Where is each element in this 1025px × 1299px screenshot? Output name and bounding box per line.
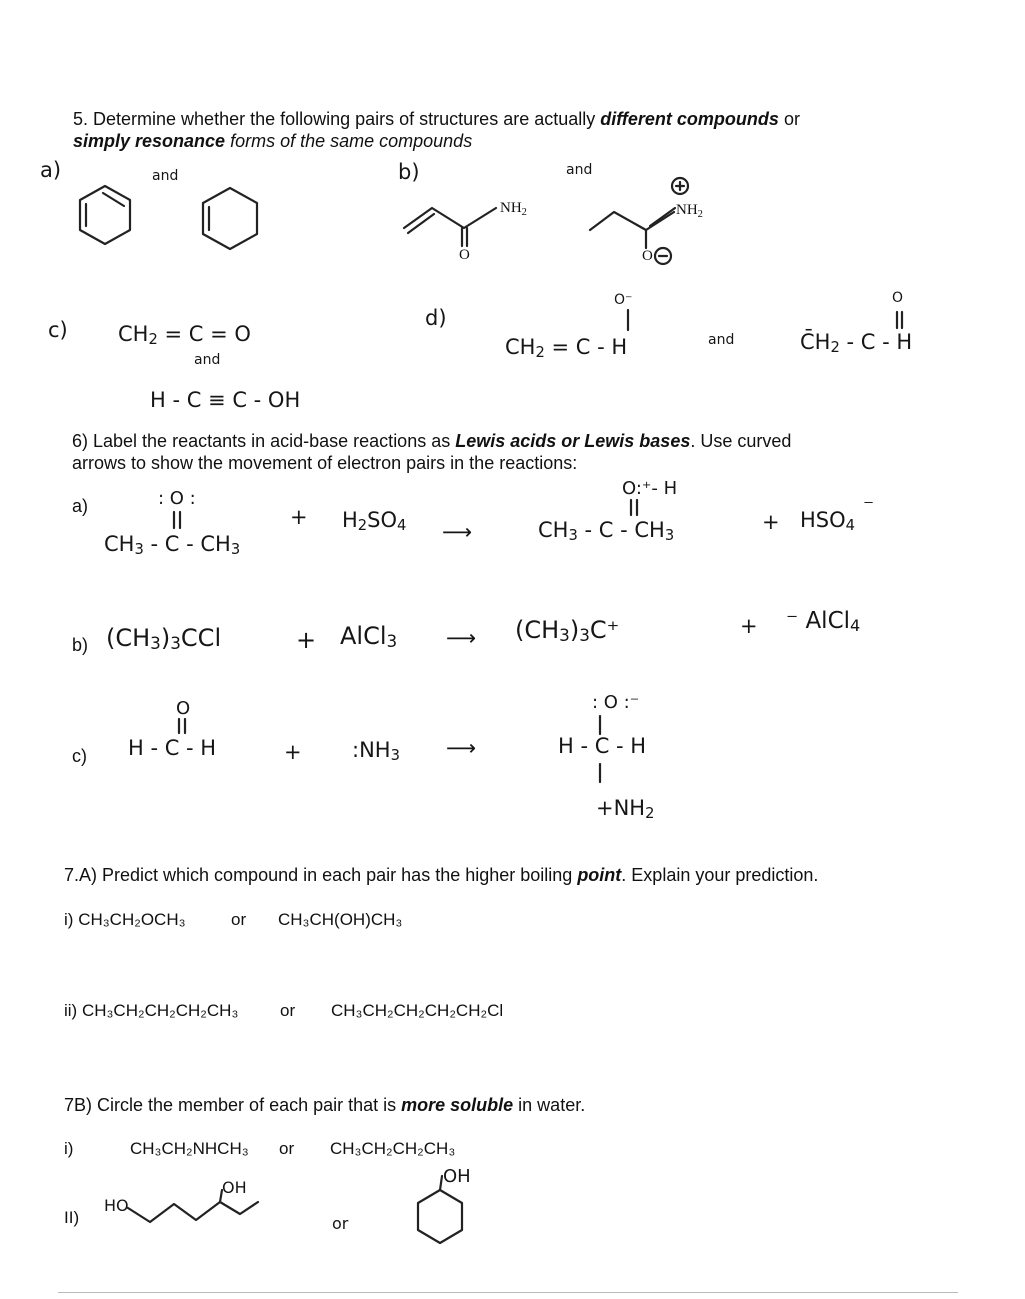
q6-a-arrow: ⟶ — [442, 520, 473, 544]
q6-b-arrow: ⟶ — [446, 626, 477, 650]
q7b-ii-diol-chain — [128, 1190, 258, 1222]
q7a-i-compound1: CH₃CH₂OCH₃ — [78, 910, 186, 929]
q7a-ii-compound1: CH₃CH₂CH₂CH₂CH₃ — [81, 1001, 239, 1020]
q5-b-o-left: O — [459, 247, 470, 263]
q7b-title-emphasis: more soluble — [401, 1095, 514, 1115]
q5-b-left-structure — [404, 208, 496, 246]
q7b-ii-oh2: OH — [443, 1166, 471, 1187]
q6-c-reactant2: $:NH_3$ — [352, 738, 400, 764]
q7a-ii-compound2: CH₃CH₂CH₂CH₂CH₂Cl — [331, 1001, 504, 1020]
q6-c-label: c) — [72, 746, 87, 766]
q5-a-label: a) — [40, 158, 62, 182]
q6-a-reactant2: $H_2SO_4$ — [342, 508, 407, 534]
q5-line1-emphasis: different compounds — [600, 109, 779, 129]
q5-b-right-structure — [590, 178, 688, 264]
q6-c-r1-top: O — [176, 698, 191, 719]
q7a-ii-label: ii) — [64, 1001, 78, 1020]
q7a-i-or: or — [231, 910, 247, 929]
q7a-ii-or: or — [280, 1001, 296, 1020]
q6-b-plus2: + — [740, 614, 758, 638]
q7b-ii-ho: HO — [104, 1196, 129, 1215]
q7a-title: 7.A) Predict which compound in each pair has the higher boiling point. Explain your prediction. — [64, 865, 819, 885]
q7b-i-compound1: CH₃CH₂NHCH₃ — [130, 1139, 249, 1158]
q5-d-right: $C̄H_2$ - C - H — [800, 330, 913, 356]
q5-b-label: b) — [398, 160, 420, 184]
q6-a-product1: $CH_3$ - C - $CH_3$ — [538, 518, 675, 544]
q5-d-label: d) — [425, 306, 447, 330]
q6-c-p1-bottom: $+NH_2$ — [596, 796, 655, 822]
q5-c-struct1: $CH_2 = C = O$ — [118, 322, 251, 348]
q6-c-p1-top: : O :⁻ — [592, 692, 640, 713]
q7a-i-compound2: CH₃CH(OH)CH₃ — [278, 910, 403, 929]
q6-c-arrow: ⟶ — [446, 736, 477, 760]
q6-a-p1-top: O:⁺- H — [622, 478, 678, 499]
q5-b-and: and — [566, 162, 593, 178]
q7a-title-emphasis: point — [577, 865, 622, 885]
q6-b-reactant2: AlCl$_3$ — [340, 622, 398, 651]
q7b-i-compound2: CH₃CH₂CH₂CH₃ — [330, 1139, 456, 1158]
q6-line1-emphasis: Lewis acids or Lewis bases — [455, 431, 691, 451]
q7b-i-label: i) — [64, 1139, 74, 1158]
q5-a-cyclohexene — [203, 188, 257, 249]
q5-b-nh2-left: $NH_2$ — [500, 200, 527, 218]
q7b-ii-or: or — [332, 1214, 349, 1233]
q6-c-plus1: + — [284, 740, 302, 764]
q7b-ii-oh: OH — [222, 1178, 247, 1197]
q6-a-plus1: + — [290, 505, 308, 529]
q6-b-product1: $(CH_3)_3C^+$ — [515, 616, 620, 645]
q6-line1: 6) Label the reactants in acid-base reactions as Lewis acids or Lewis bases. Use curved — [72, 431, 792, 451]
q6-b-label: b) — [72, 635, 89, 655]
q6-b-plus1: + — [296, 626, 317, 654]
q7b-ii-cyclohexanol — [418, 1176, 462, 1243]
q6-b-reactant1: $(CH_3)_3CCl$ — [106, 624, 222, 653]
q5-a-cyclohexadiene — [80, 186, 130, 244]
q5-line2-post: forms of the same compounds — [225, 131, 473, 151]
q5-c-struct2: H - C ≡ C - OH — [150, 388, 301, 412]
q5-d-left: $CH_2 = C - H$ — [505, 335, 628, 361]
q7b-i-or: or — [279, 1139, 295, 1158]
q6-a-reactant1: $CH_3$ - C - $CH_3$ — [104, 532, 241, 558]
q7b-title: 7B) Circle the member of each pair that is more soluble in water. — [64, 1095, 586, 1115]
q5-line1-pre: 5. Determine whether the following pairs of structures are actually — [73, 109, 601, 129]
q7b-ii-label: II) — [64, 1208, 80, 1227]
q5-c-and: and — [194, 352, 221, 368]
q5-b-nh2-right: $NH_2$ — [676, 202, 703, 220]
q5-a-and: and — [152, 168, 179, 184]
q6-c-reactant1: H - C - H — [128, 736, 217, 760]
q6-a-product2: $HSO_4^-$ — [800, 494, 875, 534]
page-footer-rule — [58, 1292, 958, 1293]
q5-b-o-right: O — [642, 248, 653, 264]
q6-b-product2: ⁻ AlCl$_4$ — [786, 608, 861, 635]
q5-d-left-top: O⁻ — [614, 292, 633, 308]
q5-c-label: c) — [48, 318, 68, 342]
q5-d-and: and — [708, 332, 735, 348]
q6-a-r1-top: : O : — [158, 488, 196, 509]
q5-d-right-top: O — [892, 290, 904, 306]
q6-line2: arrows to show the movement of electron pairs in the reactions: — [72, 453, 578, 473]
q5-line1-post: or — [778, 109, 800, 129]
q7a-i-label: i) — [64, 910, 74, 929]
q5-line2-emphasis: simply resonance — [73, 131, 226, 151]
q6-a-label: a) — [72, 496, 89, 516]
q6-c-product1: H - C - H — [558, 734, 647, 758]
q6-a-plus2: + — [762, 510, 780, 534]
